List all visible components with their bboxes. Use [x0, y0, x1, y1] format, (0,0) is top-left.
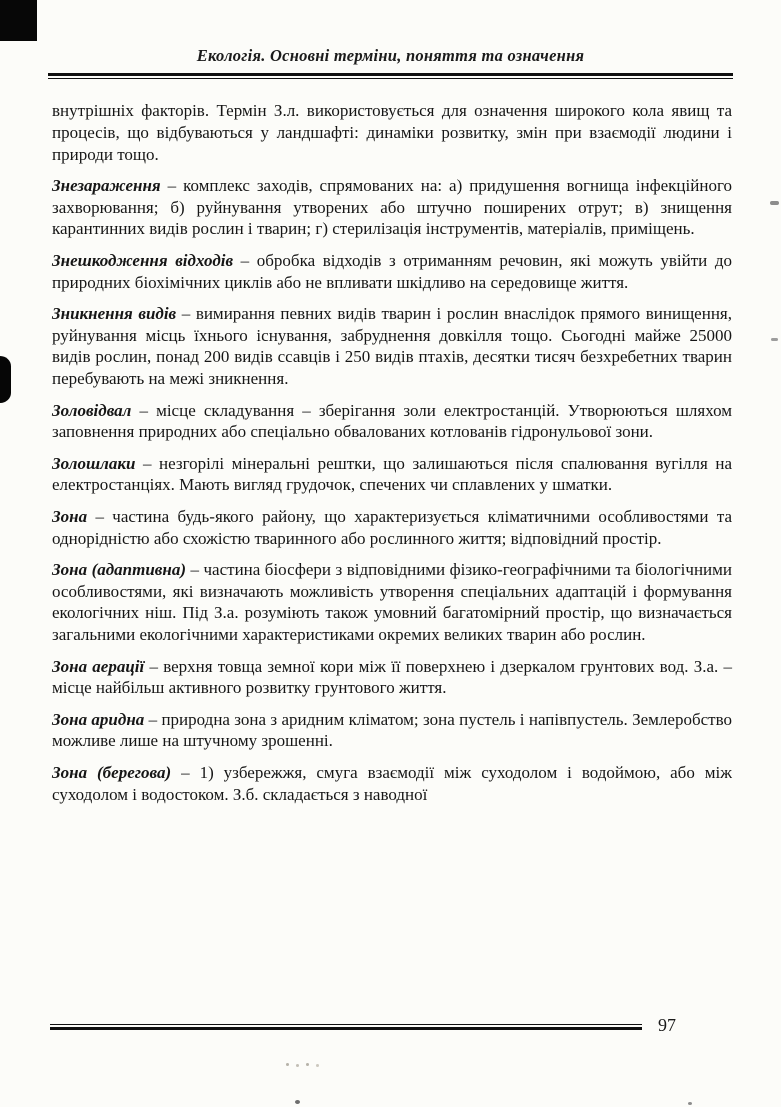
- entry-term: Зникнення видів: [52, 303, 177, 323]
- dictionary-entry: [52, 656, 732, 700]
- scan-artifact-speck: [295, 1100, 300, 1104]
- running-header: Екологія. Основні терміни, поняття та означення: [196, 46, 585, 65]
- entry-definition: – вимирання певних видів тварин і рослин внаслідок прямого винищення, руйнування місць їхнього існування, забруднення довкілля тощо. Сьогодні майже 25000 видів рослин, понад 200 видів ссавців і 250 видів птахів, десятки тисяч безхребетних тварин перебувають на межі зникнення.: [52, 303, 732, 389]
- entry-term: Золошлаки: [52, 453, 136, 473]
- dictionary-entry: [52, 559, 732, 646]
- entry-definition: – обробка відходів з отриманням речовин, які можуть увійти до природних біохімічних циклів або не впливати шкідливо на середовище життя.: [52, 250, 732, 292]
- page-footer: [50, 1015, 735, 1036]
- entry-term: Зона аерації: [52, 656, 145, 676]
- header-rule: [48, 73, 733, 79]
- dictionary-entry: [52, 709, 732, 753]
- scan-artifact-binding-mark: [0, 356, 11, 403]
- entry-term: Зона (берегова): [52, 762, 172, 782]
- header-rule-thick: [48, 73, 733, 76]
- dictionary-entry: [52, 762, 732, 806]
- footer-rule: [50, 1021, 642, 1029]
- page-body: [52, 100, 732, 805]
- entry-term: Зона: [52, 506, 88, 526]
- footer-rule-thin: [50, 1024, 642, 1025]
- dictionary-entry: [52, 506, 732, 550]
- dictionary-entry: [52, 175, 732, 240]
- entry-definition: – місце складування – зберігання золи електростанцій. Утворюються шляхом заповнення природних або спеціально обвалованих котлованів гідронульової зони.: [52, 400, 732, 442]
- entry-term: Знезараження: [52, 175, 161, 195]
- entry-definition: – 1) узбережжя, смуга взаємодії між суходолом і водоймою, або між суходолом і водостоком. З.б. складається з наводної: [52, 762, 732, 804]
- entry-definition: – природна зона з аридним кліматом; зона пустель і напівпустель. Землеробство можливе лише на штучному зрошенні.: [52, 709, 732, 751]
- page-number: 97: [658, 1015, 676, 1035]
- scan-artifact-corner: [0, 0, 37, 41]
- dictionary-entry: [52, 303, 732, 390]
- scan-artifact-speck: [688, 1102, 692, 1105]
- entry-term: Зона аридна: [52, 709, 145, 729]
- entry-definition: внутрішніх факторів. Термін З.л. використовується для означення широкого кола явищ та процесів, що відбуваються у ландшафті: динаміки розвитку, змін при взаємодії людини і природи тощо.: [52, 100, 732, 164]
- dictionary-entry: [52, 250, 732, 294]
- entry-term: Золовідвал: [52, 400, 132, 420]
- dictionary-entry: [52, 400, 732, 444]
- scan-artifact-edge-mark: [771, 338, 778, 341]
- entry-definition: – незгорілі мінеральні рештки, що залишаються після спалювання вугілля на електростанціях. Мають вигляд грудочок, спечених чи сплавлених у шматки.: [52, 453, 732, 495]
- entry-term: Знешкодження відходів: [52, 250, 234, 270]
- entry-definition: – частина будь-якого району, що характеризується кліматичними особливостями та однорідністю або схожістю тваринного або рослинного життя; відповідний простір.: [52, 506, 732, 548]
- dictionary-entry: [52, 453, 732, 497]
- entry-definition: – комплекс заходів, спрямованих на: а) придушення вогнища інфекційного захворювання; б) руйнування утворених або штучно поширених отрут; в) знищення карантинних видів рослин і тварин; г) стерилізація інструментів, матеріалів, приміщень.: [52, 175, 732, 239]
- entry-definition: – верхня товща земної кори між її поверхнею і дзеркалом грунтових вод. З.а. – місце найбільш активного розвитку грунтового життя.: [52, 656, 732, 698]
- entry-term: Зона (адаптивна): [52, 559, 187, 579]
- scan-artifact-dots: [286, 1063, 289, 1066]
- header-rule-thin: [48, 78, 733, 79]
- entry-definition: – частина біосфери з відповідними фізико-географічними та біологічними особливостями, які визначають можливість утворення спеціальних адаптацій і формування екологічних ніш. Під З.а. розуміють також умовний багатомірний простір, що визначається загальними екологічними характеристиками окремих великих тварин або рослин.: [52, 559, 732, 645]
- page-header-block: [0, 0, 781, 79]
- dictionary-entry: [52, 100, 732, 165]
- scan-artifact-edge-mark: [770, 201, 779, 205]
- footer-rule-thick: [50, 1027, 642, 1030]
